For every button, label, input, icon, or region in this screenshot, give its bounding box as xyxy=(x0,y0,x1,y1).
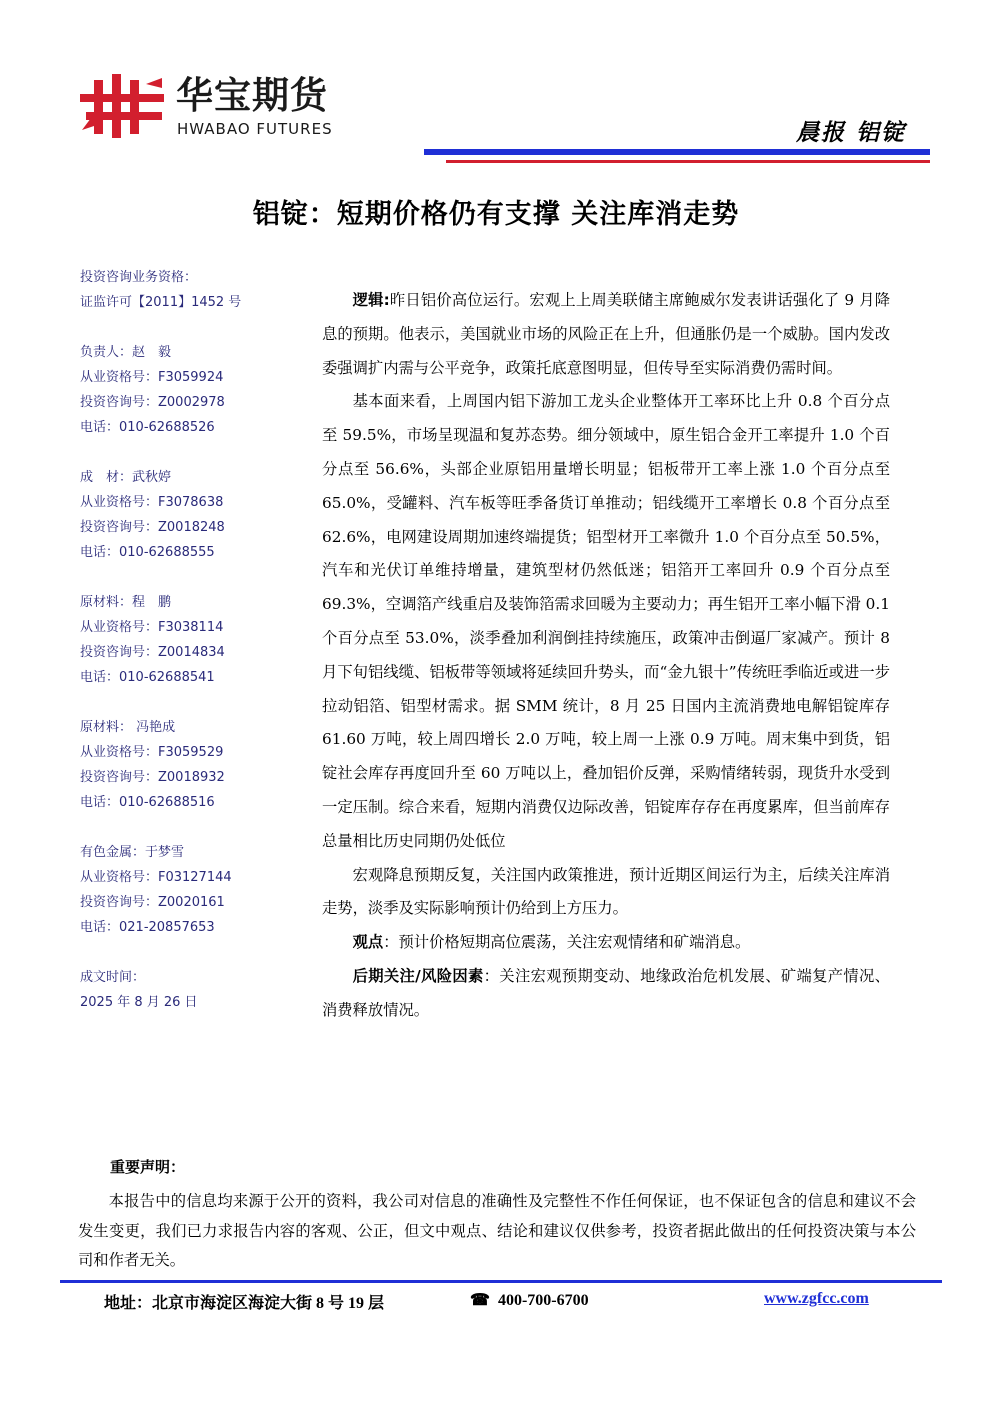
analyst-phone: 电话：021-20857653 xyxy=(80,920,215,935)
analyst-consult-number: 投资咨询号：Z0018932 xyxy=(80,770,225,785)
analyst-phone: 电话：010-62688541 xyxy=(80,670,215,685)
logic-label: 逻辑: xyxy=(352,291,390,309)
phone-icon: ☎ xyxy=(470,1292,490,1309)
footer-divider xyxy=(60,1280,942,1283)
analyst-qualification: 从业资格号：F03127144 xyxy=(80,870,232,885)
footer-phone xyxy=(470,1290,589,1310)
date-label: 成文时间： xyxy=(80,970,146,985)
header-divider-blue xyxy=(424,149,930,155)
analyst-role: 有色金属：于梦雪 xyxy=(80,845,185,860)
view-paragraph xyxy=(322,926,890,960)
analyst-role: 负责人：赵 毅 xyxy=(80,345,172,360)
analyst-consult-number: 投资咨询号：Z0020161 xyxy=(80,895,225,910)
analyst-phone: 电话：010-62688526 xyxy=(80,420,215,435)
disclaimer-text: 本报告中的信息均来源于公开的资料，我公司对信息的准确性及完整性不作任何保证，也不保证包含的信息和建议不会发生变更，我们已力求报告内容的客观、公正，但文中观点、结论和建议仅供参考，投资者据此做出的任何投资决策与本公司和作者无关。 xyxy=(78,1192,916,1269)
report-body xyxy=(322,284,890,1028)
company-logo xyxy=(80,74,380,144)
license-value: 证监许可【2011】1452 号 xyxy=(80,295,242,310)
analyst-phone: 电话：010-62688516 xyxy=(80,795,215,810)
date-value: 2025 年 8 月 26 日 xyxy=(80,995,198,1010)
report-type: 晨报 铝锭 xyxy=(795,119,906,146)
analyst-qualification: 从业资格号：F3059924 xyxy=(80,370,224,385)
footer-website-link[interactable]: www.zgfcc.com xyxy=(764,1290,869,1307)
footer-address: 地址：北京市海淀区海淀大街 8 号 19 层 xyxy=(104,1295,385,1312)
header-divider-red xyxy=(446,160,930,163)
risk-paragraph xyxy=(322,960,890,1028)
analyst-role: 成 材：武秋婷 xyxy=(80,470,172,485)
view-text: ：预计价格短期高位震荡，关注宏观情绪和矿端消息。 xyxy=(383,933,751,952)
analyst-qualification: 从业资格号：F3059529 xyxy=(80,745,224,760)
analyst-qualification: 从业资格号：F3038114 xyxy=(80,620,224,635)
analyst-role: 原材料：程 鹏 xyxy=(80,595,172,610)
logic-text: 昨日铝价高位运行。宏观上上周美联储主席鲍威尔发表讲话强化了 9 月降息的预期。他表示，美国就业市场的风险正在上升，但通胀仍是一个威胁。国内发改委强调扩内需与公平竞争，政策托底意图明显，但传导至实际消费仍需时间。 xyxy=(322,291,890,377)
logo-chinese-name: 华宝期货 xyxy=(176,74,328,117)
analyst-consult-number: 投资咨询号：Z0018248 xyxy=(80,520,225,535)
risk-label: 后期关注/风险因素 xyxy=(352,966,484,985)
disclaimer-body xyxy=(78,1187,916,1276)
phone-number: 400-700-6700 xyxy=(497,1292,589,1309)
logo-english-name: HWABAO FUTURES xyxy=(177,120,333,138)
analyst-qualification: 从业资格号：F3078638 xyxy=(80,495,224,510)
view-label: 观点 xyxy=(352,933,384,952)
page-title: 铝锭：短期价格仍有支撑 关注库消走势 xyxy=(252,199,740,230)
macro-paragraph: 宏观降息预期反复，关注国内政策推进，预计近期区间运行为主，后续关注库消走势，淡季及实际影响预计仍给到上方压力。 xyxy=(322,865,890,918)
fundamentals-paragraph: 基本面来看，上周国内铝下游加工龙头企业整体开工率环比上升 0.8 个百分点至 59.5%，市场呈现温和复苏态势。细分领域中，原生铝合金开工率提升 1.0 个百分点至 56.6%，头部企业原铝用量增长明显；铝板带开工率上涨 1.0 个百分点至 65.0%，受罐料、汽车板等旺季备货订单推动；铝线缆开工率增长 0.8 个百分点至 62.6%，电网建设周期加速终端提货；铝型材开工率微升 1.0 个百分点至 50.5%，汽车和光伏订单维持增量，建筑型材仍然低迷；铝箔开工率回升 0.9 个百分点至 69.3%，空调箔产线重启及装饰箔需求回暖为主要动力；再生铝开工率小幅下滑 0.1 个百分点至 53.0%，淡季叠加利润倒挂持续施压，政策冲击倒逼厂家减产。预计 8 月下旬铝线缆、铝板带等领域将延续回升势头，而“金九银十”传统旺季临近或进一步拉动铝箔、铝型材需求。据 SMM 统计，8 月 25 日国内主流消费地电解铝锭库存 61.60 万吨，较上周四增长 2.0 万吨，较上周一上涨 0.9 万吨。周末集中到货，铝锭社会库存再度回升至 60 万吨以上，叠加铝价反弹，采购情绪转弱，现货升水受到一定压制。综合来看，短期内消费仅边际改善，铝锭库存存在再度累库，但当前库存总量相比历史同期仍处低位 xyxy=(322,392,890,850)
analyst-sidebar xyxy=(80,265,320,1015)
hwabao-logo-icon xyxy=(80,74,164,138)
analyst-consult-number: 投资咨询号：Z0002978 xyxy=(80,395,225,410)
license-label: 投资咨询业务资格： xyxy=(80,270,198,285)
logic-paragraph xyxy=(322,284,890,385)
analyst-phone: 电话：010-62688555 xyxy=(80,545,215,560)
analyst-consult-number: 投资咨询号：Z0014834 xyxy=(80,645,225,660)
analyst-role: 原材料： 冯艳成 xyxy=(80,720,176,735)
disclaimer-title: 重要声明： xyxy=(110,1158,186,1176)
risk-text: ：关注宏观预期变动、地缘政治危机发展、矿端复产情况、消费释放情况。 xyxy=(322,966,890,1019)
